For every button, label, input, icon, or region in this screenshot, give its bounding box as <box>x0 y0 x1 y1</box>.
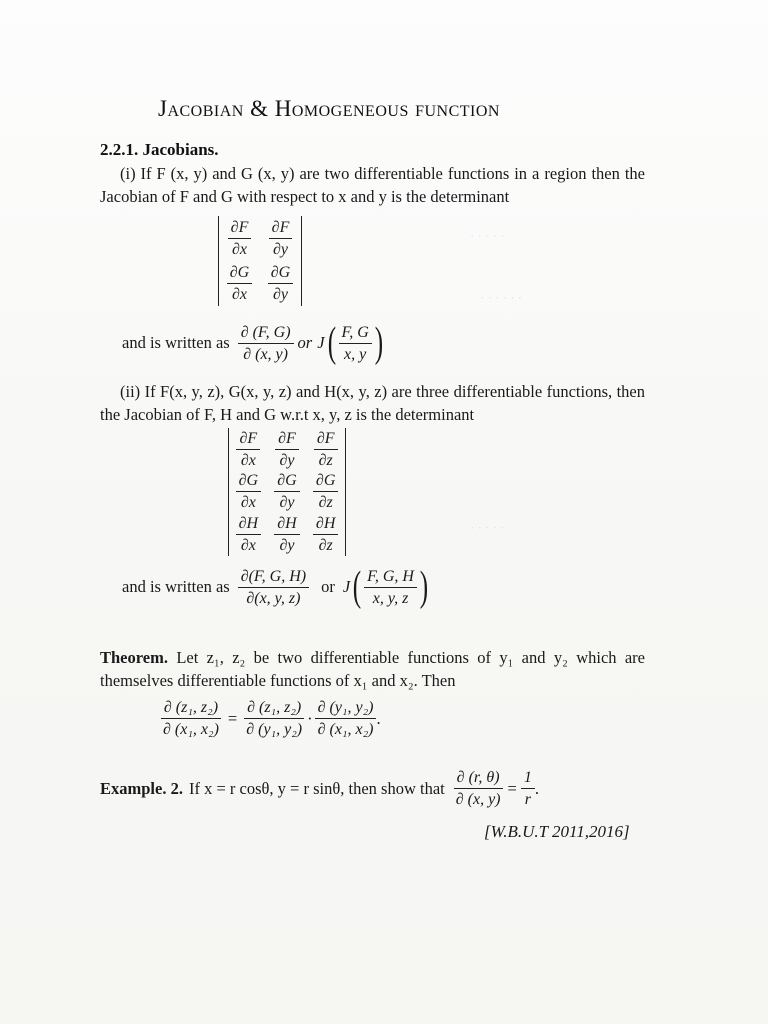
j-parenthesis: ( $\frac{F, G, H}{x, y, z}$ ) <box>352 564 429 610</box>
partial-derivative: $\frac{\partial H}{\partial y}$ <box>274 514 299 555</box>
example-label: Example. 2. <box>100 778 183 798</box>
or-label: or <box>321 577 335 596</box>
determinant-2x2 <box>218 216 302 306</box>
citation: [W.B.U.T 2011,2016] <box>484 822 630 841</box>
theorem-text: Theorem. Let z₁, z₂ be two differentiable functions of y₁ and y₂ which are themselves differentiable functions of x₁ and x₂. Then <box>100 648 645 690</box>
page-title: Jacobian & Homogeneous function <box>158 96 500 121</box>
partial-derivative: $\frac{\partial G}{\partial x}$ <box>227 263 252 304</box>
part-ii-text: (ii) If F(x, y, z), G(x, y, z) and H(x, y, z) are three differentiable functions, then the Jacobian of F, H and G w.r.t x, y, z is the determinant <box>100 382 645 424</box>
partial-derivative: $\frac{\partial G}{\partial y}$ <box>268 263 293 304</box>
partial-derivative: $\frac{\partial G}{\partial x}$ <box>236 471 261 512</box>
partial-derivative: $\frac{\partial F}{\partial z}$ <box>314 429 338 470</box>
bleed-through-mark: · · · · · <box>470 520 505 535</box>
written-as-label: and is written as <box>122 333 230 352</box>
j-parenthesis: ( $\frac{F, G}{x, y}$ ) <box>327 320 383 366</box>
j-symbol: J <box>317 333 325 352</box>
j-fraction: $\frac{F, G}{x, y}$ <box>339 323 372 364</box>
section-heading: 2.2.1. Jacobians. <box>100 140 219 159</box>
partial-derivative: $\frac{\partial F}{\partial y}$ <box>275 429 299 470</box>
determinant-3x3 <box>228 428 346 556</box>
partial-derivative: $\frac{\partial G}{\partial y}$ <box>274 471 299 512</box>
part-i-notation <box>122 322 386 364</box>
partial-derivative: $\frac{\partial H}{\partial z}$ <box>313 514 338 555</box>
partial-derivative: $\frac{\partial G}{\partial z}$ <box>313 471 338 512</box>
j-fraction: $\frac{F, G, H}{x, y, z}$ <box>364 567 417 608</box>
jacobian-fraction: $\frac{\partial(F, G, H)}{\partial(x, y, z)}$ <box>238 567 309 608</box>
rhs-fraction-1: $\frac{\text{∂ (z₁, z₂)}}{\text{∂ (y₁, y₂)}}$ <box>243 698 305 739</box>
part-i-text: (i) If F (x, y) and G (x, y) are two differentiable functions in a region then the Jacobian of F and G with respect to x and y is the determinant <box>100 164 645 206</box>
partial-derivative: $\frac{\partial F}{\partial y}$ <box>269 218 293 259</box>
example-fraction: $\frac{\partial (r, \theta)}{\partial (x, y)}$ <box>453 768 504 809</box>
part-ii-notation <box>122 566 431 608</box>
example-rhs-fraction: $\frac{1}{r}$ <box>521 768 535 809</box>
example-statement: Example. 2. If x = r cosθ, y = r sinθ, then show that $\frac{\partial (r, \theta)}{\partial (x, y)}$ = $\frac{1}{r}$ . <box>100 769 539 808</box>
partial-derivative: $\frac{\partial F}{\partial x}$ <box>228 218 252 259</box>
theorem-label: Theorem. <box>100 648 168 667</box>
lhs-fraction: $\frac{\text{∂ (z₁, z₂)}}{\text{∂ (x₁, x₂)}}$ <box>160 698 222 739</box>
j-symbol: J <box>342 577 351 596</box>
theorem-equation: $\frac{\text{∂ (z₁, z₂)}}{\text{∂ (x₁, x₂)}}$ = $\frac{\text{∂ (z₁, z₂)}}{\text{∂ (y₁, y₂)}}$ · $\frac{\text{∂ (y₁, y₂)}}{\text{∂ (x₁, x₂)}}$ . <box>160 698 381 739</box>
written-as-label: and is written as <box>122 577 230 596</box>
rhs-fraction-2: $\frac{\text{∂ (y₁, y₂)}}{\text{∂ (x₁, x₂)}}$ <box>315 698 377 739</box>
bleed-through-mark: · · · · · · <box>480 290 523 305</box>
or-label: or <box>297 333 313 352</box>
bleed-through-mark: · · · · · <box>470 228 505 243</box>
partial-derivative: $\frac{\partial F}{\partial x}$ <box>236 429 260 470</box>
partial-derivative: $\frac{\partial H}{\partial x}$ <box>236 514 261 555</box>
jacobian-fraction: $\frac{\partial (F, G)}{\partial (x, y)}$ <box>238 323 294 364</box>
